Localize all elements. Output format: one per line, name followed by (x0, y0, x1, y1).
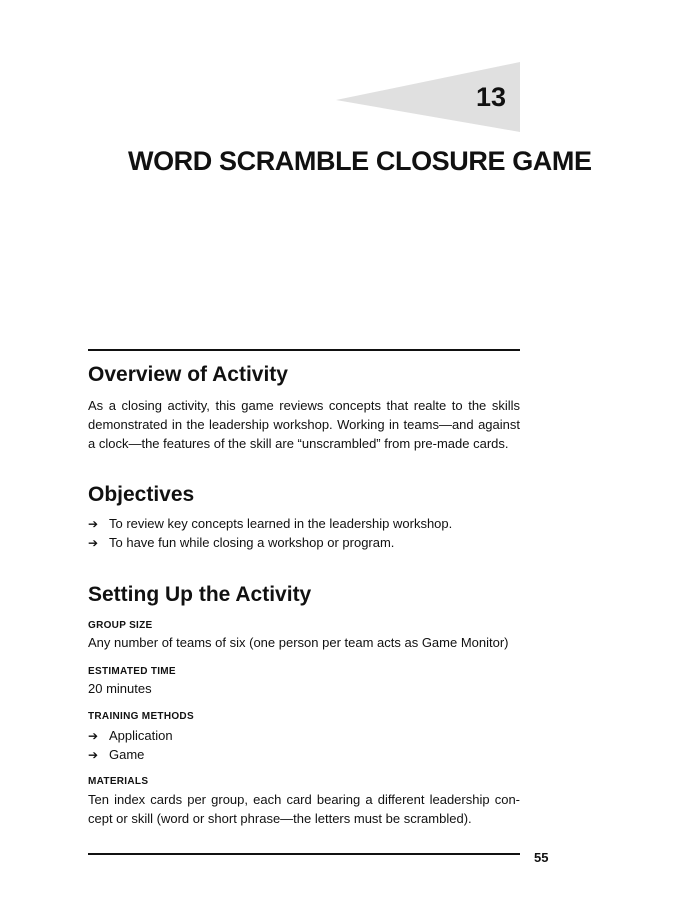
group-size-value: Any number of teams of six (one person per team acts as Game Monitor) (88, 635, 509, 650)
objective-text: To have fun while closing a workshop or program. (109, 535, 395, 550)
list-item (88, 514, 452, 533)
training-methods-list (88, 726, 173, 764)
estimated-time-label: ESTIMATED TIME (88, 666, 176, 677)
training-method-text: Application (109, 728, 173, 743)
group-size-label: GROUP SIZE (88, 620, 153, 631)
arrow-right-icon: ➔ (88, 729, 99, 743)
overview-text: As a closing activity, this game reviews concepts that realte to the skills demonstrated in the leadership workshop. Working in teams—and against a clock—the features of the skill are “unscrambled” from pre-made cards. (88, 398, 520, 451)
objectives-list (88, 514, 452, 552)
materials-label: MATERIALS (88, 776, 149, 787)
list-item (88, 726, 173, 745)
chapter-number: 13 (475, 82, 506, 112)
materials-text: Ten index cards per group, each card bearing a different leadership con-cept or skill (word or short phrase—the letters must be scrambled). (88, 792, 520, 826)
list-item (88, 533, 452, 552)
page-number: 55 (534, 850, 549, 865)
setup-heading: Setting Up the Activity (88, 583, 312, 606)
chapter-tab (336, 62, 520, 132)
estimated-time-value: 20 minutes (88, 681, 152, 696)
training-method-text: Game (109, 747, 145, 762)
footer-rule (88, 853, 520, 855)
objective-text: To review key concepts learned in the leadership workshop. (109, 516, 453, 531)
chapter-title: WORD SCRAMBLE CLOSURE GAME (128, 146, 592, 176)
training-methods-label: TRAINING METHODS (88, 711, 194, 722)
overview-heading: Overview of Activity (88, 363, 288, 386)
objectives-heading: Objectives (88, 483, 195, 506)
arrow-right-icon: ➔ (88, 748, 99, 762)
arrow-right-icon: ➔ (88, 517, 99, 531)
top-rule (88, 349, 520, 351)
arrow-right-icon: ➔ (88, 536, 99, 550)
list-item (88, 745, 173, 764)
